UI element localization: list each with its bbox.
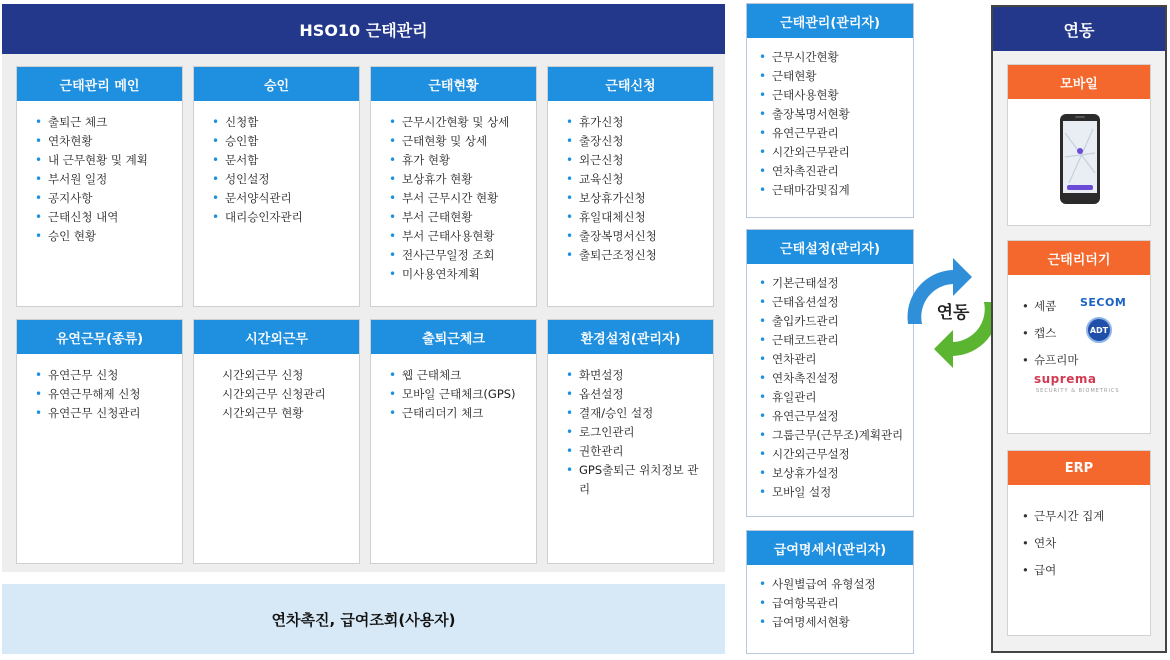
list-item: • 유연근무관리 [759, 124, 907, 143]
card-list [194, 101, 359, 227]
card-list [548, 354, 713, 499]
mobile-title: 모바일 [1008, 65, 1150, 99]
list-item: • 문서함 [212, 151, 351, 170]
list-item: • 미사용연차계획 [389, 265, 528, 284]
list-item: • 권한관리 [566, 442, 705, 461]
list-item: • 근태리더기 체크 [389, 404, 528, 423]
card-settings-admin [547, 319, 714, 564]
suprema-tagline: SECURITY & BIOMETRICS [1036, 388, 1120, 394]
list-item: • 로그인관리 [566, 423, 705, 442]
list-item: • 출입카드관리 [759, 312, 907, 331]
list-item: • 연차촉진설정 [759, 369, 907, 388]
mobile-box [1007, 64, 1151, 226]
list-item: • 급여명세서현황 [759, 613, 907, 632]
erp-list [1008, 485, 1150, 584]
list-item: • 웹 근태체크 [389, 366, 528, 385]
list-item: • 신청함 [212, 113, 351, 132]
list-item: • 근태현황 및 상세 [389, 132, 528, 151]
list-item: • 부서 근무시간 현황 [389, 189, 528, 208]
smartphone-icon [1059, 113, 1101, 205]
integration-title: 연동 [993, 7, 1165, 51]
list-item: • 근태옵션설정 [759, 293, 907, 312]
integration-panel [991, 5, 1167, 653]
admin-card-list [747, 38, 913, 200]
list-item: • 옵션설정 [566, 385, 705, 404]
list-item: • 유연근무 신청관리 [35, 404, 174, 423]
list-item: • 휴가 현황 [389, 151, 528, 170]
card-list [17, 354, 182, 423]
list-item: • 근태현황 [759, 67, 907, 86]
list-item: • 근태신청 내역 [35, 208, 174, 227]
list-item: • 세콤 [1022, 293, 1150, 320]
card-list [371, 101, 536, 284]
card-title: 근태현황 [371, 67, 536, 101]
card-title: 출퇴근체크 [371, 320, 536, 354]
card-flexible-work [16, 319, 183, 564]
erp-box [1007, 450, 1151, 636]
card-approval [193, 66, 360, 307]
main-module [2, 4, 725, 572]
list-item: • 사원별급여 유형설정 [759, 575, 907, 594]
list-item: • 출장복명서신청 [566, 227, 705, 246]
list-item: • 연차 [1022, 530, 1150, 557]
list-item: • 모바일 근태체크(GPS) [389, 385, 528, 404]
list-item: • 부서 근태사용현황 [389, 227, 528, 246]
list-item: • 보상휴가신청 [566, 189, 705, 208]
list-item: • 문서양식관리 [212, 189, 351, 208]
list-item: • 슈프리마 [1022, 347, 1150, 374]
admin-payslip [746, 530, 914, 654]
admin-attendance-settings [746, 229, 914, 517]
list-item: • 휴일대체신청 [566, 208, 705, 227]
admin-card-list [747, 264, 913, 502]
list-item: 시간외근무 신청관리 [222, 387, 326, 401]
admin-card-list [747, 565, 913, 632]
erp-title: ERP [1008, 451, 1150, 485]
list-item: • 근무시간현황 [759, 48, 907, 67]
sync-label: 연동 [936, 303, 970, 323]
admin-card-title: 급여명세서(관리자) [747, 531, 913, 565]
card-check-in-out [370, 319, 537, 564]
adt-logo: ADT [1086, 317, 1112, 343]
list-item: • 내 근무현황 및 계획 [35, 151, 174, 170]
reader-title: 근태리더기 [1008, 241, 1150, 275]
card-title: 시간외근무 [194, 320, 359, 354]
list-item: • 캡스 [1022, 320, 1150, 347]
list-item: • 부서원 일정 [35, 170, 174, 189]
list-item: • 그룹근무(근무조)계획관리 [759, 426, 907, 445]
list-item: • 출장신청 [566, 132, 705, 151]
list-item: • GPS출퇴근 위치정보 관리 [566, 461, 705, 499]
list-item: • 보상휴가설정 [759, 464, 907, 483]
list-item: • 급여 [1022, 557, 1150, 584]
list-item: • 근무시간 집계 [1022, 503, 1150, 530]
admin-card-title: 근태설정(관리자) [747, 230, 913, 264]
list-item: 시간외근무 신청 [222, 368, 304, 382]
list-item: • 시간외근무설정 [759, 445, 907, 464]
list-item: • 근무시간현황 및 상세 [389, 113, 528, 132]
list-item: • 외근신청 [566, 151, 705, 170]
card-attendance-main [16, 66, 183, 307]
list-item: • 공지사항 [35, 189, 174, 208]
card-attendance-request [547, 66, 714, 307]
list-item: • 유연근무해제 신청 [35, 385, 174, 404]
card-title: 근태신청 [548, 67, 713, 101]
list-item: • 연차현황 [35, 132, 174, 151]
card-list [194, 354, 359, 423]
suprema-logo: suprema [1034, 372, 1097, 386]
admin-card-title: 근태관리(관리자) [747, 4, 913, 38]
list-item: • 대리승인자관리 [212, 208, 351, 227]
card-attendance-status [370, 66, 537, 307]
card-list [371, 354, 536, 423]
list-item: • 결재/승인 설정 [566, 404, 705, 423]
list-item: • 보상휴가 현황 [389, 170, 528, 189]
list-item: • 교육신청 [566, 170, 705, 189]
list-item: • 기본근태설정 [759, 274, 907, 293]
list-item: • 출퇴근조정신청 [566, 246, 705, 265]
list-item: • 휴가신청 [566, 113, 705, 132]
list-item: • 화면설정 [566, 366, 705, 385]
card-title: 근태관리 메인 [17, 67, 182, 101]
user-footer-bar: 연차촉진, 급여조회(사용자) [2, 584, 725, 654]
card-title: 환경설정(관리자) [548, 320, 713, 354]
card-title: 승인 [194, 67, 359, 101]
list-item: • 근태코드관리 [759, 331, 907, 350]
card-overtime [193, 319, 360, 564]
list-item: • 근태사용현황 [759, 86, 907, 105]
list-item: • 연차촉진관리 [759, 162, 907, 181]
list-item: • 부서 근태현황 [389, 208, 528, 227]
list-item: • 유연근무 신청 [35, 366, 174, 385]
list-item: • 시간외근무관리 [759, 143, 907, 162]
list-item: • 출장복명서현황 [759, 105, 907, 124]
reader-list [1008, 275, 1150, 374]
secom-logo: SECOM [1080, 296, 1127, 309]
card-title: 유연근무(종류) [17, 320, 182, 354]
list-item: • 승인 현황 [35, 227, 174, 246]
list-item: • 연차관리 [759, 350, 907, 369]
list-item: 시간외근무 현황 [222, 406, 304, 420]
list-item: • 모바일 설정 [759, 483, 907, 502]
admin-attendance-management [746, 3, 914, 218]
list-item: • 전사근무일정 조회 [389, 246, 528, 265]
list-item: • 급여항목관리 [759, 594, 907, 613]
main-title: HSO10 근태관리 [2, 4, 725, 54]
list-item: • 근태마감및집계 [759, 181, 907, 200]
reader-box [1007, 240, 1151, 434]
list-item: • 승인함 [212, 132, 351, 151]
list-item: • 유연근무설정 [759, 407, 907, 426]
card-list [17, 101, 182, 246]
card-list [548, 101, 713, 265]
list-item: • 출퇴근 체크 [35, 113, 174, 132]
list-item: • 휴일관리 [759, 388, 907, 407]
list-item: • 성인설정 [212, 170, 351, 189]
